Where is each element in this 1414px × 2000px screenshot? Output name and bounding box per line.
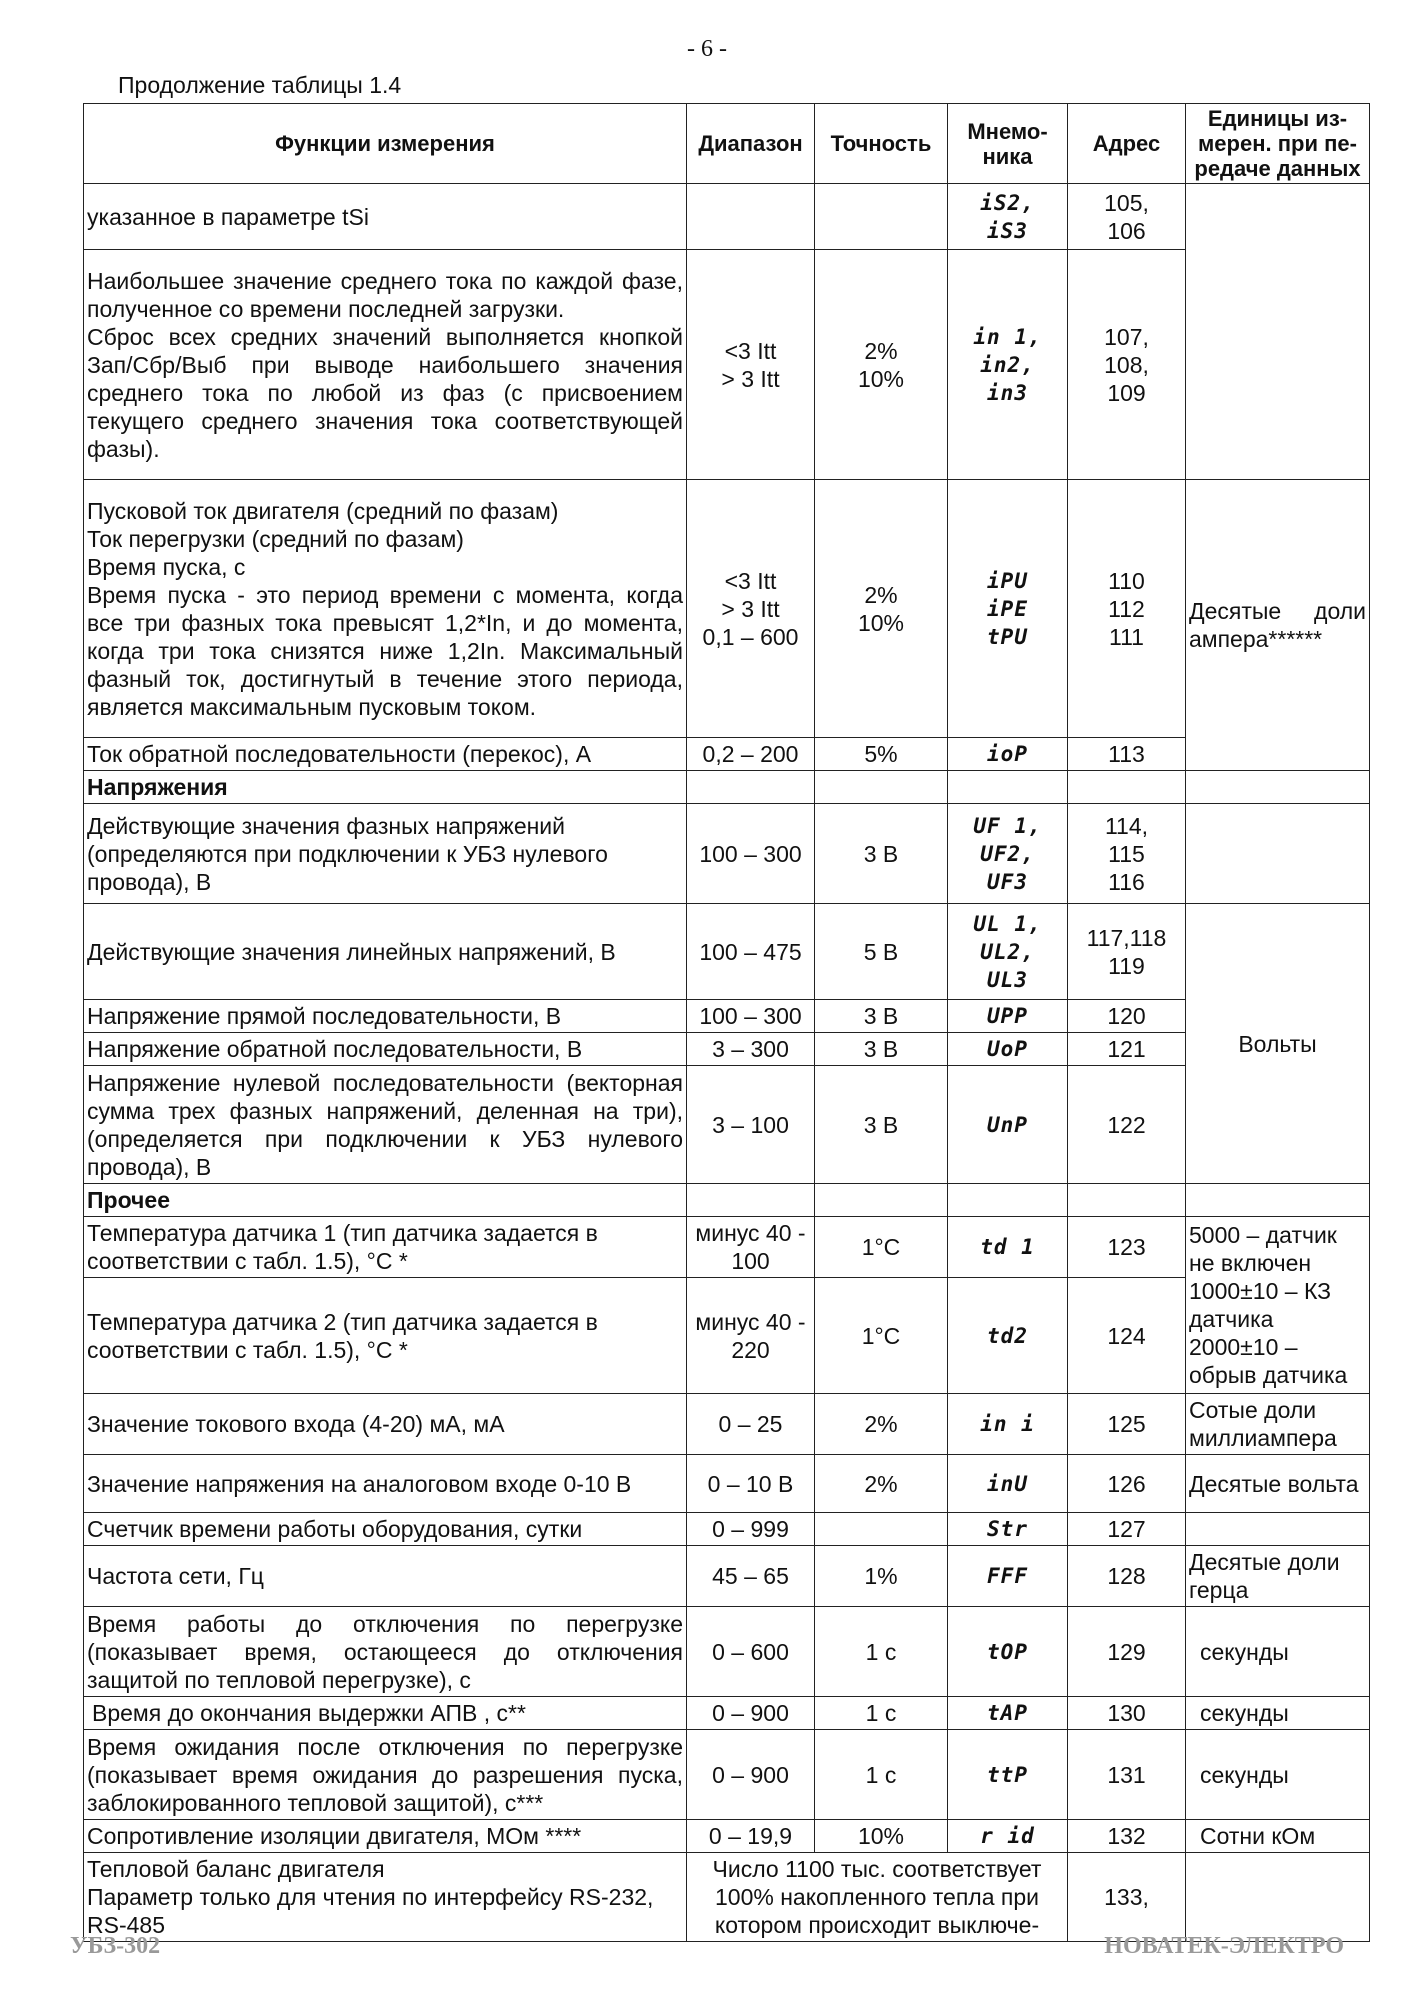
func-cell: Время ожидания после отключения по перегрузке (показывает время ожидания до разрешения пуска, заблокированного тепловой защитой), с*** [84,1730,687,1820]
address-cell: 121 [1068,1033,1186,1066]
address-cell: 114, 115 116 [1068,804,1186,904]
units-cell: Вольты [1186,904,1370,1184]
mnemonic-cell: UnP [948,1066,1068,1184]
func-cell: Значение напряжения на аналоговом входе 0-10 В [84,1455,687,1513]
address-cell: 124 [1068,1278,1186,1394]
table-row [84,1513,1370,1546]
header-accuracy: Точность [815,104,948,184]
table-row [84,804,1370,904]
range-cell: 0 – 900 [687,1697,815,1730]
table-row [84,1033,1370,1066]
mnemonic-cell: UF 1, UF2, UF3 [948,804,1068,904]
units-cell: 5000 – датчик не включен 1000±10 – КЗ датчика 2000±10 – обрыв датчика [1186,1217,1370,1394]
accuracy-cell: 5 В [815,904,948,1000]
range-cell: 100 – 475 [687,904,815,1000]
units-cell: секунды [1186,1697,1370,1730]
address-cell: 123 [1068,1217,1186,1278]
func-cell: Напряжение прямой последовательности, В [84,1000,687,1033]
mnemonic-cell: in 1, in2, in3 [948,250,1068,480]
address-cell: 133, [1068,1853,1186,1942]
range-cell: 0 – 19,9 [687,1820,815,1853]
func-cell: Частота сети, Гц [84,1546,687,1607]
address-cell: 128 [1068,1546,1186,1607]
range-cell: минус 40 - 100 [687,1217,815,1278]
range-cell: 100 – 300 [687,804,815,904]
func-cell: Сопротивление изоляции двигателя, МОм **** [84,1820,687,1853]
section-other: Прочее [84,1184,687,1217]
units-cell: Сотые доли миллиампера [1186,1394,1370,1455]
func-cell: Счетчик времени работы оборудования, сутки [84,1513,687,1546]
footer-brand: НОВАТЕК-ЭЛЕКТРО [1104,1933,1344,1959]
func-cell: Пусковой ток двигателя (средний по фазам) Ток перегрузки (средний по фазам) Время пуска, с Время пуска - это период времени с момента, когда все три фазных тока превысят 1,2*In, и до момента, когда три тока снизятся ниже 1,2In. Максимальный фазный ток, достигнутый в течение этого периода, является максимальным пусковым током. [84,480,687,738]
address-cell: 125 [1068,1394,1186,1455]
range-cell: 0 – 999 [687,1513,815,1546]
section-voltage: Напряжения [84,771,687,804]
footer-model: УБЗ-302 [70,1933,161,1959]
address-cell: 126 [1068,1455,1186,1513]
measurement-table [83,103,1370,1942]
table-row [84,1394,1370,1455]
func-cell: Напряжение обратной последовательности, В [84,1033,687,1066]
mnemonic-cell: r id [948,1820,1068,1853]
mnemonic-cell: UoP [948,1033,1068,1066]
note-cell: Число 1100 тыс. соответствует 100% накопленного тепла при котором происходит выключе- [687,1853,1068,1942]
units-cell: Десятые доли ампера****** [1186,480,1370,771]
page-number: - 6 - [687,36,727,62]
range-cell: 3 – 100 [687,1066,815,1184]
range-cell: <3 Itt > 3 Itt 0,1 – 600 [687,480,815,738]
address-cell: 132 [1068,1820,1186,1853]
table-row [84,1546,1370,1607]
accuracy-cell: 2% [815,1394,948,1455]
range-cell: 0 – 900 [687,1730,815,1820]
range-cell: 0 – 10 В [687,1455,815,1513]
header-mnemonic: Мнемо-ника [948,104,1068,184]
table-row [84,738,1370,771]
range-cell: <3 Itt > 3 Itt [687,250,815,480]
table-row [84,904,1370,1000]
accuracy-cell: 2% [815,1455,948,1513]
mnemonic-cell: tOP [948,1607,1068,1697]
units-cell [1186,1513,1370,1546]
address-cell: 129 [1068,1607,1186,1697]
table-row [84,1000,1370,1033]
accuracy-cell: 1 с [815,1697,948,1730]
header-range: Диапазон [687,104,815,184]
accuracy-cell: 3 В [815,804,948,904]
address-cell: 130 [1068,1697,1186,1730]
accuracy-cell: 3 В [815,1000,948,1033]
accuracy-cell: 10% [815,1820,948,1853]
units-cell [1186,1853,1370,1942]
mnemonic-cell: iS2, iS3 [948,184,1068,250]
mnemonic-cell: ioP [948,738,1068,771]
table-row [84,1853,1370,1942]
range-cell: 100 – 300 [687,1000,815,1033]
range-cell: 3 – 300 [687,1033,815,1066]
range-cell: 0 – 600 [687,1607,815,1697]
section-row [84,1184,1370,1217]
accuracy-cell [815,1513,948,1546]
table-row [84,1278,1370,1394]
accuracy-cell: 3 В [815,1066,948,1184]
table-row [84,1697,1370,1730]
table-row [84,1607,1370,1697]
func-cell: Температура датчика 1 (тип датчика задается в соответствии с табл. 1.5), °С * [84,1217,687,1278]
func-cell: Действующие значения линейных напряжений, В [84,904,687,1000]
header-address: Адрес [1068,104,1186,184]
range-cell [687,184,815,250]
accuracy-cell: 1°С [815,1217,948,1278]
table-row [84,1455,1370,1513]
func-cell: указанное в параметре tSi [84,184,687,250]
mnemonic-cell: Str [948,1513,1068,1546]
mnemonic-cell: UL 1, UL2, UL3 [948,904,1068,1000]
units-cell [1186,804,1370,904]
mnemonic-cell: UPP [948,1000,1068,1033]
address-cell: 105, 106 [1068,184,1186,250]
table-row [84,480,1370,738]
mnemonic-cell: ttP [948,1730,1068,1820]
accuracy-cell: 2% 10% [815,250,948,480]
func-cell: Тепловой баланс двигателя Параметр только для чтения по интерфейсу RS-232, RS-485 [84,1853,687,1942]
address-cell: 113 [1068,738,1186,771]
range-cell: 45 – 65 [687,1546,815,1607]
mnemonic-cell: in i [948,1394,1068,1455]
mnemonic-cell: iPU iPE tPU [948,480,1068,738]
header-row [84,104,1370,184]
units-cell: секунды [1186,1607,1370,1697]
accuracy-cell: 1°С [815,1278,948,1394]
accuracy-cell: 1 с [815,1607,948,1697]
units-cell: Десятые вольта [1186,1455,1370,1513]
table-caption: Продолжение таблицы 1.4 [118,72,402,98]
func-cell: Значение токового входа (4-20) мА, мА [84,1394,687,1455]
mnemonic-cell: inU [948,1455,1068,1513]
func-cell: Время до окончания выдержки АПВ , с** [84,1697,687,1730]
units-cell [1186,184,1370,480]
address-cell: 122 [1068,1066,1186,1184]
table-row [84,250,1370,480]
accuracy-cell: 3 В [815,1033,948,1066]
section-row [84,771,1370,804]
table-row [84,1066,1370,1184]
address-cell: 107, 108, 109 [1068,250,1186,480]
func-cell: Напряжение нулевой последовательности (векторная сумма трех фазных напряжений, деленная на три), (определяется при подключении к УБЗ нулевого провода), В [84,1066,687,1184]
table-row [84,1217,1370,1278]
func-cell: Наибольшее значение среднего тока по каждой фазе, полученное со времени последней загрузки. Сброс всех средних значений выполняется кнопкой Зап/Сбр/Выб при выводе наибольшего значения среднего тока по любой из фаз (с присвоением текущего среднего значения тока соответствующей фазы). [84,250,687,480]
units-cell: Десятые доли герца [1186,1546,1370,1607]
mnemonic-cell: td 1 [948,1217,1068,1278]
units-cell: Сотни кОм [1186,1820,1370,1853]
address-cell: 117,118 119 [1068,904,1186,1000]
accuracy-cell: 1% [815,1546,948,1607]
table-row [84,184,1370,250]
accuracy-cell [815,184,948,250]
accuracy-cell: 1 с [815,1730,948,1820]
units-cell: секунды [1186,1730,1370,1820]
accuracy-cell: 5% [815,738,948,771]
header-units: Единицы из-мерен. при пе-редаче данных [1186,104,1370,184]
range-cell: 0,2 – 200 [687,738,815,771]
mnemonic-cell: td2 [948,1278,1068,1394]
header-func: Функции измерения [84,104,687,184]
func-cell: Действующие значения фазных напряжений (определяются при подключении к УБЗ нулевого провода), В [84,804,687,904]
func-cell: Ток обратной последовательности (перекос), А [84,738,687,771]
func-cell: Температура датчика 2 (тип датчика задается в соответствии с табл. 1.5), °С * [84,1278,687,1394]
range-cell: 0 – 25 [687,1394,815,1455]
address-cell: 131 [1068,1730,1186,1820]
address-cell: 110 112 111 [1068,480,1186,738]
accuracy-cell: 2% 10% [815,480,948,738]
mnemonic-cell: FFF [948,1546,1068,1607]
table-row [84,1820,1370,1853]
address-cell: 120 [1068,1000,1186,1033]
address-cell: 127 [1068,1513,1186,1546]
func-cell: Время работы до отключения по перегрузке (показывает время, остающееся до отключения защитой по тепловой перегрузке), с [84,1607,687,1697]
range-cell: минус 40 - 220 [687,1278,815,1394]
mnemonic-cell: tAP [948,1697,1068,1730]
table-row [84,1730,1370,1820]
